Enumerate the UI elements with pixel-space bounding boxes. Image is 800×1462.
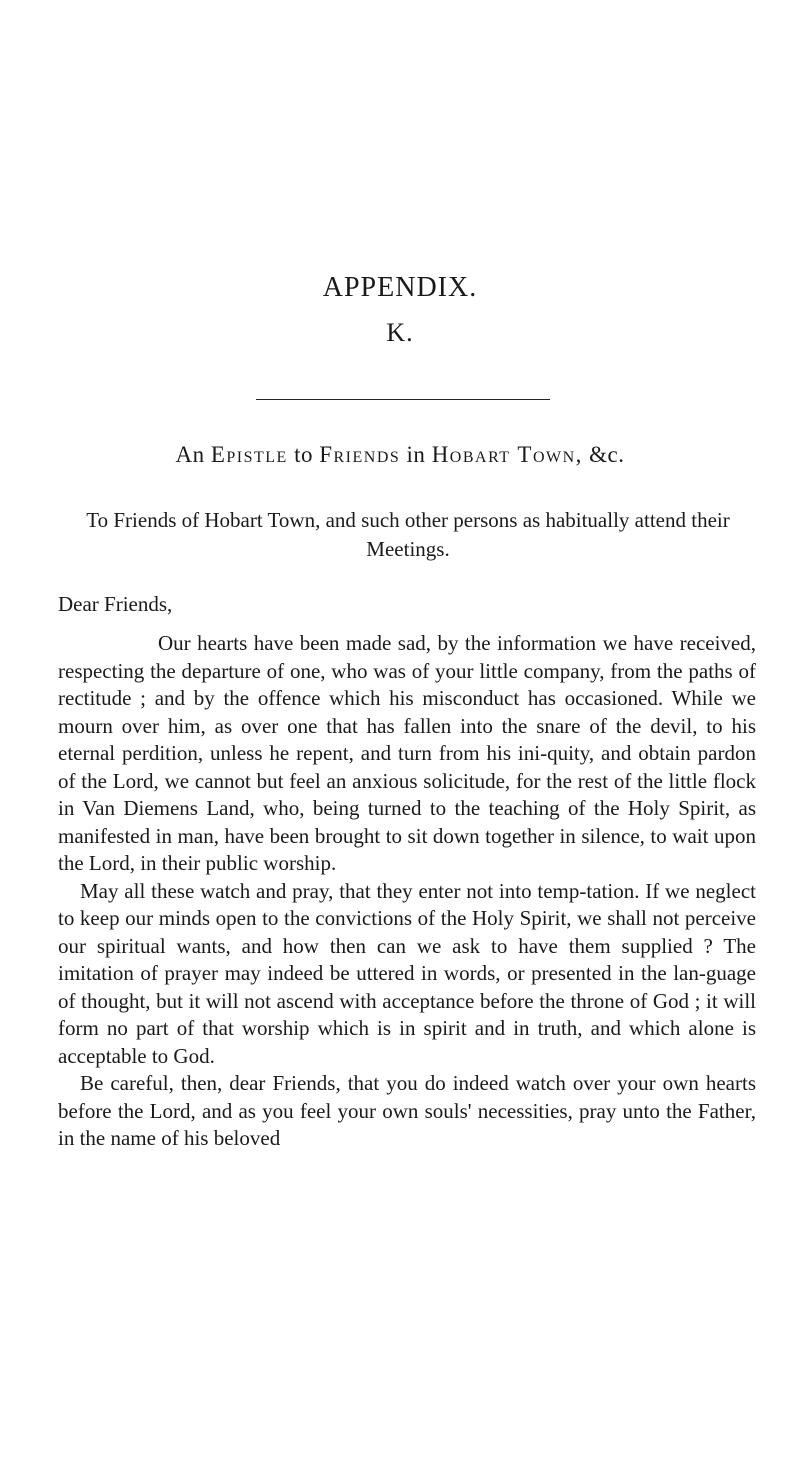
title-word-to: to [294, 442, 313, 467]
letter-body [58, 630, 756, 1153]
title-word-hobart-town: Hobart Town, [431, 442, 583, 467]
paragraph: Be careful, then, dear Friends, that you do indeed watch over your own hearts before the Lord, and as you feel your own souls' necessities, pray unto the Father, in the name of his beloved [58, 1071, 756, 1150]
title-word-in: in [406, 442, 426, 467]
paragraph: May all these watch and pray, that they enter not into temp-tation. If we neglect to keep our minds open to the convictions of the Holy Spirit, we shall not perceive our spiritual wants, and how then can we ask to have them supplied ? The imitation of prayer may indeed be uttered in words, or presented in the lan-guage of thought, but it will not ascend with acceptance before the throne of God ; it will form no part of that worship which is in spirit and in truth, and which alone is acceptable to God. [58, 878, 756, 1068]
title-word-friends: Friends [319, 442, 401, 467]
epistle-title [0, 442, 800, 468]
address-line: To Friends of Hobart Town, and such other persons as habitually attend their Meetings. [86, 508, 730, 561]
title-word-etc: &c. [589, 442, 625, 467]
paragraph: Our hearts have been made sad, by the information we have received, respecting the departure of one, who was of your little company, from the paths of rectitude ; and by the offence which his misconduct has occasioned. While we mourn over him, as over one that has fallen into the snare of the devil, to his eternal perdition, unless he repent, and turn from his ini-quity, and obtain pardon of the Lord, we cannot but feel an anxious solicitude, for the rest of the little flock in Van Diemens Land, who, being turned to the teaching of the Holy Spirit, as manifested in man, have been brought to sit down together in silence, to wait upon the Lord, in their public worship. [58, 631, 756, 875]
appendix-letter: K. [386, 318, 414, 347]
appendix-heading: APPENDIX. [322, 272, 478, 303]
salutation: Dear Friends, [58, 592, 173, 616]
title-word-an: An [175, 442, 205, 467]
horizontal-rule [256, 399, 550, 400]
title-word-epistle: Epistle [210, 442, 288, 467]
